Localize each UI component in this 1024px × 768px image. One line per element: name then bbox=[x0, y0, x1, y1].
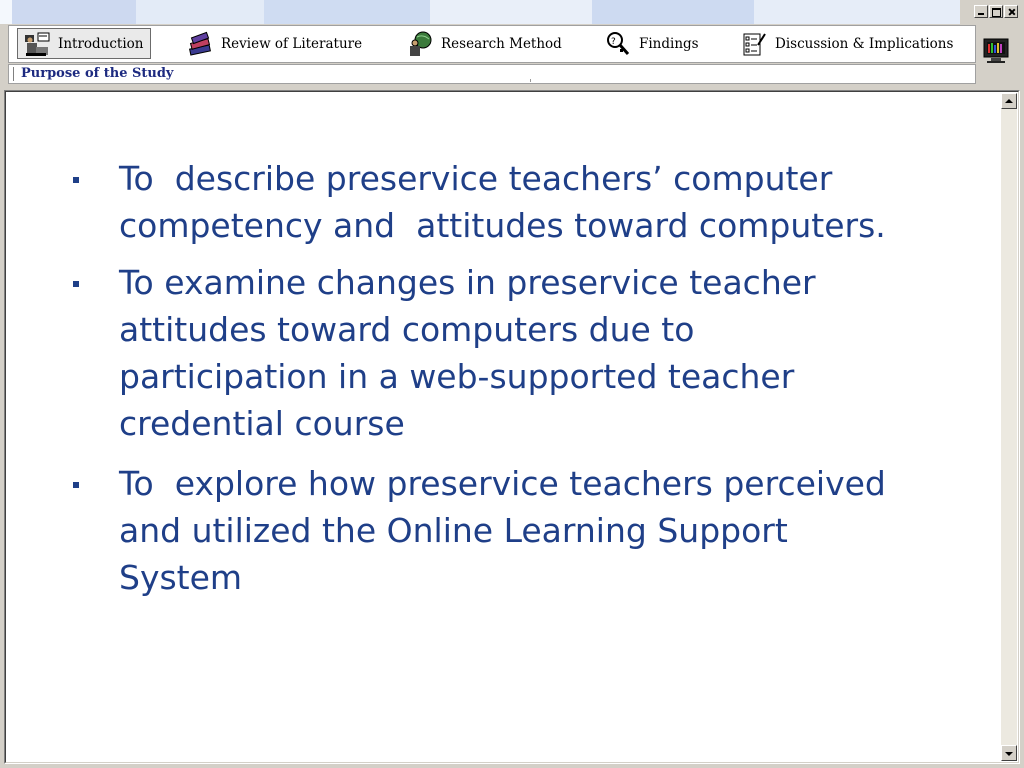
tab-introduction[interactable] bbox=[17, 28, 151, 59]
breadcrumb-divider bbox=[13, 67, 17, 81]
breadcrumb-label[interactable]: Purpose of the Study bbox=[21, 66, 174, 81]
slide-content bbox=[4, 90, 1020, 764]
tab-label: Introduction bbox=[58, 35, 144, 52]
section-nav-bar bbox=[8, 25, 976, 63]
scroll-down-button[interactable] bbox=[1001, 745, 1017, 761]
checklist-icon bbox=[741, 31, 767, 57]
books-icon bbox=[187, 31, 213, 57]
close-button[interactable] bbox=[1004, 5, 1018, 18]
tab-review-of-literature[interactable] bbox=[187, 28, 362, 60]
tab-label: Discussion & Implications bbox=[775, 36, 954, 52]
breadcrumb bbox=[8, 64, 976, 84]
maximize-button[interactable] bbox=[989, 5, 1003, 18]
tab-discussion-implications[interactable] bbox=[741, 28, 953, 60]
bullet-icon bbox=[73, 177, 79, 183]
bullet-icon bbox=[73, 482, 79, 488]
title-bar bbox=[0, 0, 1024, 24]
bullet-text: To explore how preservice teachers perceived and utilized the Online Learning Support System bbox=[119, 464, 886, 597]
bullet-icon bbox=[73, 281, 79, 287]
window-controls bbox=[974, 5, 1018, 18]
vertical-scrollbar[interactable] bbox=[1001, 93, 1017, 761]
magnifier-icon bbox=[605, 31, 631, 57]
tab-label: Research Method bbox=[441, 36, 562, 52]
minimize-button[interactable] bbox=[974, 5, 988, 18]
researcher-globe-icon bbox=[407, 31, 433, 57]
tab-label: Findings bbox=[639, 36, 699, 52]
bullet-text: To examine changes in preservice teacher attitudes toward computers due to participation in a web-supported teacher credential course bbox=[119, 263, 816, 443]
tab-label: Review of Literature bbox=[221, 36, 363, 52]
tab-findings[interactable] bbox=[605, 28, 699, 60]
classroom-icon bbox=[24, 31, 50, 57]
monitor-icon[interactable] bbox=[982, 38, 1010, 64]
scroll-up-button[interactable] bbox=[1001, 93, 1017, 109]
bullet-text: To describe preservice teachers’ computer competency and attitudes toward computers. bbox=[119, 159, 886, 245]
divider bbox=[530, 79, 531, 82]
svg-text:?: ? bbox=[611, 37, 616, 47]
tab-research-method[interactable] bbox=[407, 28, 562, 60]
